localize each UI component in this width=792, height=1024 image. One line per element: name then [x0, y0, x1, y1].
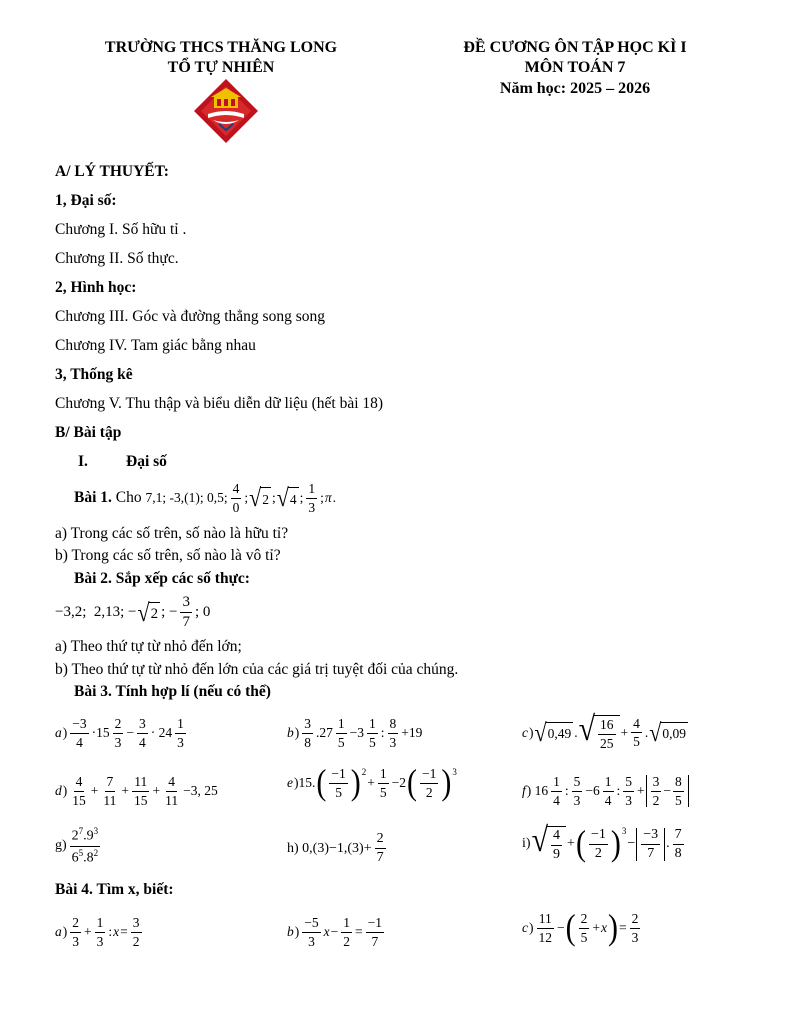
chapter-4: Chương IV. Tam giác bằng nhau [55, 337, 256, 354]
exercise-4c: c ) $\frac{11}{12}$ − ( $\frac{2}{5}$ + x ) = $\frac{2}{3}$ [522, 907, 639, 948]
exercise-3g: g) $\frac{2^7.9^3}{6^5.8^2}$ [55, 826, 99, 866]
exercise-3b: b ) $\frac{3}{8}$ .27 $\frac{1}{5}$ −3 $\frac{1}{5}$ : $\frac{8}{3}$ +19 [287, 716, 423, 750]
chapter-1: Chương I. Số hữu tỉ . [55, 221, 187, 238]
chapter-3: Chương III. Góc và đường thẳng song song [55, 308, 325, 325]
exercise-3a: a ) $\frac{-3}{4}$ ·15 $\frac{2}{3}$ − $\frac{3}{4}$ · 24 $\frac{1}{3}$ [55, 716, 184, 750]
exercises-heading: B/ Bài tập [55, 424, 122, 441]
exercise-3f: f ) 16 $\frac{1}{4}$ : $\frac{5}{3}$ −6 $\frac{1}{4}$ : $\frac{5}{3}$ + $\frac{3}{2}$ − $\frac{8}{5}$ [522, 775, 689, 807]
exercise-3-label: Bài 3. Tính hợp lí (nếu có thể) [74, 683, 271, 700]
exercise-2-label: Bài 2. Sắp xếp các số thực: [74, 570, 250, 587]
algebra-heading: 1, Đại số: [55, 192, 117, 209]
part-number: I. [78, 453, 88, 470]
chapter-2: Chương II. Số thực. [55, 250, 179, 267]
exercise-3d: d ) $\frac{4}{15}$ + $\frac{7}{11}$ + $\frac{11}{15}$ + $\frac{4}{11}$ −3, 25 [55, 774, 218, 808]
exercise-1-intro: Cho [115, 489, 142, 506]
exercise-3i: i) √ $\frac{4}{9}$ + ( $\frac{-1}{2}$ ) $^3$ − $\frac{-3}{7}$ . $\frac{7}{8}$ [522, 821, 682, 864]
exercise-1a: a) Trong các số trên, số nào là hữu tỉ? [55, 525, 289, 542]
exercise-4-label: Bài 4. Tìm x, biết: [55, 881, 174, 898]
exercise-2-numbers: −3,2; 2,13; − √ 2 ; − $\frac{3}{7}$ ; 0 [55, 594, 211, 630]
exercise-2b: b) Theo thứ tự từ nhỏ đến lớn của các giá trị tuyệt đối của chúng. [55, 661, 459, 678]
geometry-heading: 2, Hình học: [55, 279, 137, 296]
exercise-4a: a ) $\frac{2}{3}$ + $\frac{1}{3}$ : x = $\frac{3}{2}$ [55, 915, 140, 949]
exercise-1b: b) Trong các số trên, số nào là vô tỉ? [55, 547, 281, 564]
exercise-1-label: Bài 1. [74, 489, 112, 506]
theory-heading: A/ LÝ THUYẾT: [55, 163, 169, 180]
document-title: ĐỀ CƯƠNG ÔN TẬP HỌC KÌ I [463, 39, 687, 56]
school-year: Năm học: 2025 – 2026 [499, 80, 651, 97]
chapter-5: Chương V. Thu thập và biểu diễn dữ liệu (hết bài 18) [55, 395, 384, 412]
exercise-1-numbers: 7,1; -3,(1); 0,5; $\frac{4}{0}$ ; √ 2 ; √ 4 ; $\frac{1}{3}$ ; π . [145, 481, 336, 515]
school-logo [193, 78, 259, 144]
exercise-2a: a) Theo thứ tự từ nhỏ đến lớn; [55, 638, 242, 655]
subject-title: MÔN TOÁN 7 [524, 59, 626, 76]
part-name: Đại số [126, 453, 167, 470]
department-name: TỔ TỰ NHIÊN [167, 59, 275, 76]
school-name: TRƯỜNG THCS THĂNG LONG [104, 39, 338, 56]
exercise-1 [74, 482, 336, 514]
statistics-heading: 3, Thống kê [55, 366, 133, 383]
exercise-3e: e )15. ( $\frac{-1}{5}$ ) $^2$ + $\frac{1}{5}$ −2 ( $\frac{-1}{2}$ ) $^3$ [287, 762, 457, 803]
exercise-3c: c ) √ 0,49 . √ $\frac{16}{25}$ + $\frac{4}{5}$ . √ 0,09 [522, 710, 686, 751]
exercise-4b: b ) $\frac{-5}{3}$ x − $\frac{1}{2}$ = $\frac{-1}{7}$ [287, 915, 382, 949]
exercise-3h: h) 0,(3)−1,(3)+ $\frac{2}{7}$ [287, 831, 384, 865]
